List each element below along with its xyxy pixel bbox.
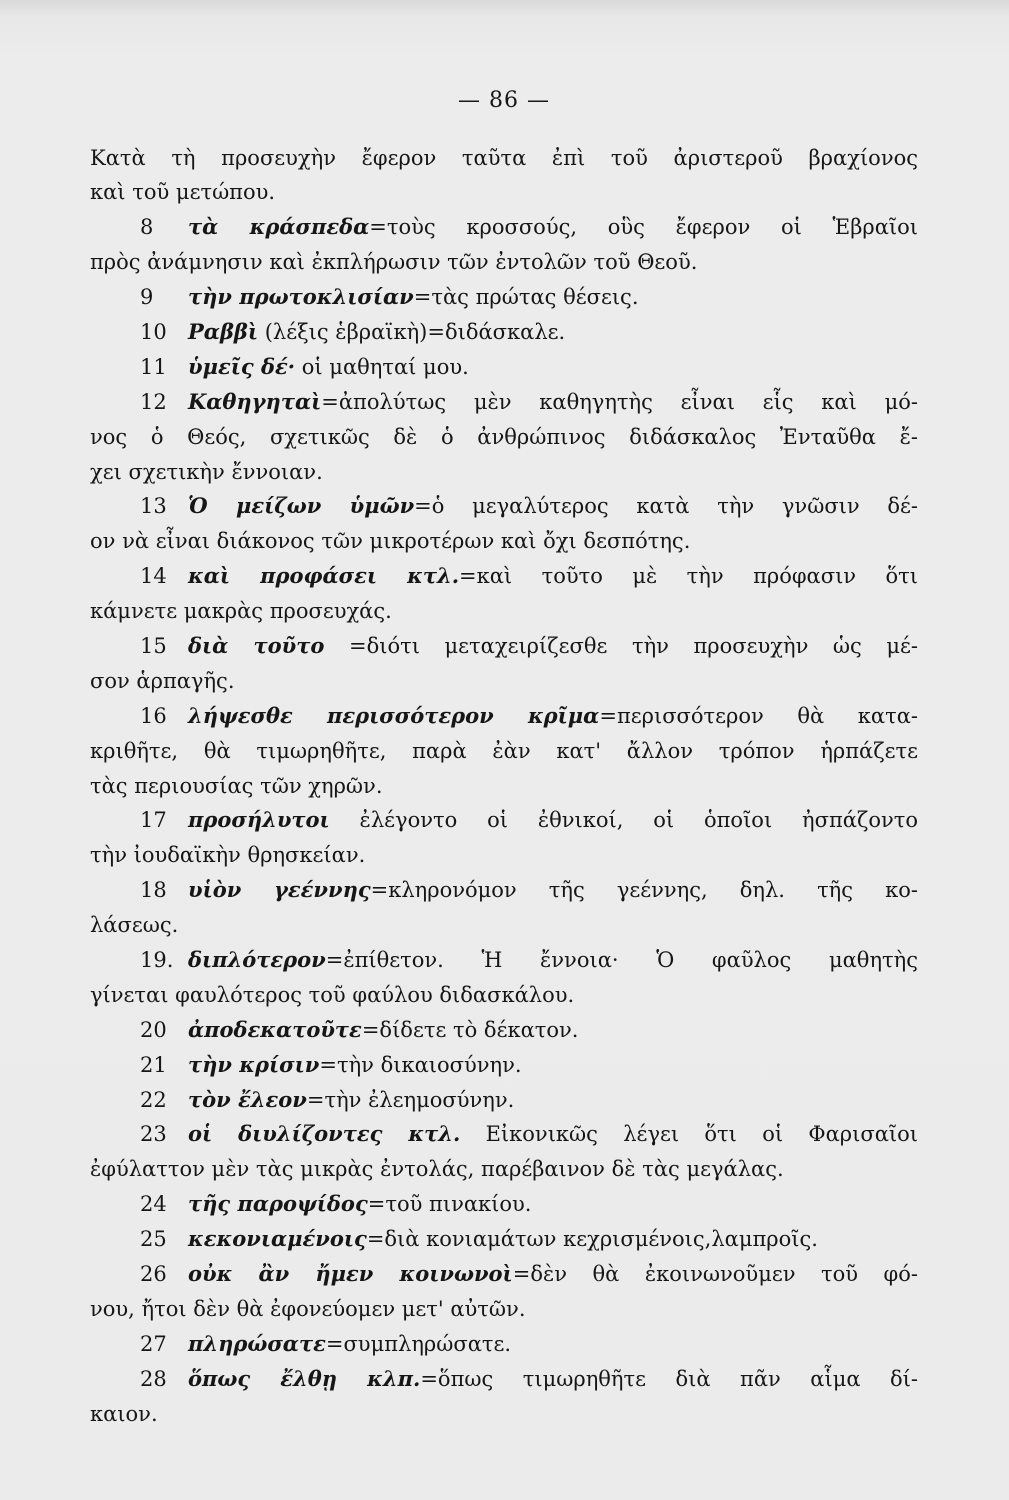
note-line: τὴν ἰουδαϊκὴν θρησκείαν. — [90, 843, 366, 868]
note-lemma: τὴν κρίσιν — [188, 1051, 320, 1077]
note-gloss: Εἰκονικῶς λέγει ὅτι οἱ Φαρισαῖοι — [460, 1122, 918, 1147]
note-number: 19. — [140, 947, 174, 972]
note-17 — [90, 803, 918, 873]
note-16 — [90, 699, 918, 804]
note-number: 22 — [140, 1087, 167, 1112]
note-line: τὰς περιουσίας τῶν χηρῶν. — [90, 773, 383, 798]
note-line — [90, 559, 918, 594]
note-line: λάσεως. — [90, 913, 179, 938]
note-line: κριθῆτε, θὰ τιμωρηθῆτε, παρὰ ἐὰν κατ' ἄλλον τρόπον ἡρπάζετε — [90, 738, 918, 763]
note-gloss: =τὰς πρώτας θέσεις. — [413, 285, 639, 310]
note-line — [90, 629, 918, 664]
note-line — [90, 1083, 918, 1118]
note-11 — [90, 350, 918, 385]
note-line — [90, 1327, 918, 1362]
note-24 — [90, 1187, 918, 1222]
note-line: καιον. — [90, 1401, 158, 1426]
note-number: 12 — [140, 389, 167, 414]
note-lemma: Καθηγηταὶ — [188, 388, 322, 414]
note-25 — [90, 1222, 918, 1257]
note-number: 15 — [140, 633, 167, 658]
note-number: 9 — [140, 285, 154, 310]
note-line — [90, 210, 918, 245]
note-12 — [90, 385, 918, 490]
note-gloss: =ὁ μεγαλύτερος κατὰ τὴν γνῶσιν δέ- — [414, 494, 918, 519]
note-lemma: προσήλυτοι — [188, 807, 330, 833]
note-10 — [90, 315, 918, 350]
note-lemma: οἱ διυλίζοντες κτλ. — [188, 1121, 461, 1147]
note-number: 16 — [140, 703, 167, 728]
note-lemma: Ραββὶ — [188, 318, 259, 344]
note-line: σον ἁρπαγῆς. — [90, 668, 235, 693]
note-gloss: =τὴν δικαιοσύνην. — [319, 1052, 522, 1077]
note-line — [90, 1048, 918, 1083]
note-line — [90, 385, 918, 420]
note-gloss: =διὰ κονιαμάτων κεχρισμένοις,λαμπροῖς. — [366, 1227, 818, 1252]
note-line: ον νὰ εἶναι διάκονος τῶν μικροτέρων καὶ ὄχι δεσπότης. — [90, 529, 691, 554]
note-lemma: πληρώσατε — [188, 1330, 326, 1356]
note-lemma: τῆς παροψίδος — [188, 1191, 368, 1217]
note-line — [90, 280, 918, 315]
note-22 — [90, 1083, 918, 1118]
note-lemma: ὑμεῖς δέ· — [188, 353, 296, 379]
note-line — [90, 1257, 918, 1292]
note-number: 24 — [140, 1192, 167, 1217]
note-lemma: καὶ προφάσει κτλ. — [188, 563, 460, 589]
note-number: 17 — [140, 808, 167, 833]
note-line — [90, 1222, 918, 1257]
note-line — [90, 350, 918, 385]
note-gloss: =συμπληρώσατε. — [325, 1331, 512, 1356]
note-20 — [90, 1013, 918, 1048]
note-number: 25 — [140, 1227, 167, 1252]
note-lemma: υἱὸν γεέννης — [188, 877, 371, 903]
page-number: — 86 — — [458, 88, 550, 113]
note-18 — [90, 873, 918, 943]
note-gloss: =ἐπίθετον. Ἡ ἔννοια· Ὁ φαῦλος μαθητὴς — [325, 947, 918, 972]
note-23 — [90, 1117, 918, 1187]
note-line: κάμνετε μακρὰς προσευχάς. — [90, 599, 392, 624]
note-gloss: =δίδετε τὸ δέκατον. — [361, 1017, 579, 1042]
note-line — [90, 699, 918, 734]
intro-line: καὶ τοῦ μετώπου. — [90, 180, 276, 205]
note-line — [90, 1187, 918, 1222]
note-number: 18 — [140, 878, 167, 903]
note-gloss: =ὅπως τιμωρηθῆτε διὰ πᾶν αἷμα δί- — [420, 1366, 918, 1391]
note-number: 11 — [140, 354, 167, 379]
note-line: ἐφύλαττον μὲν τὰς μικρὰς ἐντολάς, παρέβαινον δὲ τὰς μεγάλας. — [90, 1157, 784, 1182]
note-lemma: Ὁ μείζων ὑμῶν — [188, 493, 415, 519]
note-lemma: τὴν πρωτοκλισίαν — [188, 284, 414, 310]
note-number: 28 — [140, 1366, 167, 1391]
note-lemma: ὅπως ἔλθῃ κλπ. — [188, 1365, 421, 1391]
note-27 — [90, 1327, 918, 1362]
note-line: πρὸς ἀνάμνησιν καὶ ἐκπλήρωσιν τῶν ἐντολῶν τοῦ Θεοῦ. — [90, 250, 698, 275]
note-gloss: =κληρονόμον τῆς γεέννης, δηλ. τῆς κο- — [370, 878, 918, 903]
note-21 — [90, 1048, 918, 1083]
note-number: 26 — [140, 1262, 167, 1286]
note-14 — [90, 559, 918, 629]
note-number: 21 — [140, 1052, 167, 1077]
note-line: χει σχετικὴν ἔννοιαν. — [90, 459, 323, 484]
note-line — [90, 873, 918, 908]
note-number: 10 — [140, 319, 167, 344]
note-lemma: διὰ τοῦτο — [188, 632, 325, 658]
note-gloss: =τοὺς κροσσούς, οὓς ἔφερον οἱ Ἑβραῖοι — [369, 215, 918, 240]
note-gloss: (λέξις ἑβραϊκὴ)=διδάσκαλε. — [258, 319, 566, 344]
note-line — [90, 489, 918, 524]
note-lemma: τὰ κράσπεδα — [188, 214, 370, 240]
note-gloss: =περισσότερον θὰ κατα- — [599, 703, 918, 728]
note-number: 27 — [140, 1331, 167, 1356]
note-number: 8 — [140, 215, 154, 240]
note-number: 14 — [140, 564, 167, 589]
note-line — [90, 1362, 918, 1397]
note-26 — [90, 1257, 918, 1327]
note-gloss: =τοῦ πινακίου. — [367, 1192, 532, 1217]
note-line: νου, ἤτοι δὲν θὰ ἐφονεύομεν μετ' αὐτῶν. — [90, 1296, 526, 1321]
note-15 — [90, 629, 918, 699]
note-line — [90, 803, 918, 838]
note-line — [90, 1117, 918, 1152]
note-gloss: =τὴν ἐλεημοσύνην. — [306, 1087, 515, 1112]
note-lemma: διπλότερον — [188, 946, 326, 972]
note-gloss: =διότι μεταχειρίζεσθε τὴν προσευχὴν ὡς μέ- — [324, 633, 918, 658]
note-line — [90, 1013, 918, 1048]
note-number: 20 — [140, 1017, 167, 1042]
note-lemma: κεκονιαμένοις — [188, 1226, 367, 1252]
note-line — [90, 943, 918, 978]
note-lemma: ἀποδεκατοῦτε — [188, 1016, 362, 1042]
note-9 — [90, 280, 918, 315]
note-28 — [90, 1362, 918, 1432]
note-line — [90, 315, 918, 350]
note-8 — [90, 210, 918, 280]
note-gloss: ἐλέγοντο οἱ ἐθνικοί, οἱ ὁποῖοι ἠσπάζοντο — [329, 808, 918, 833]
note-lemma: λήψεσθε περισσότερον κρῖμα — [188, 702, 600, 728]
page-text — [90, 141, 918, 1432]
note-gloss: =δὲν θὰ ἐκοινωνοῦμεν τοῦ φό- — [512, 1262, 918, 1286]
intro-line: Κατὰ τὴ προσευχὴν ἔφερον ταῦτα ἐπὶ τοῦ ἀριστεροῦ βραχίονος — [90, 145, 918, 170]
note-13 — [90, 489, 918, 559]
note-gloss: οἱ μαθηταί μου. — [295, 354, 469, 379]
note-line: γίνεται φαυλότερος τοῦ φαύλου διδασκάλου. — [90, 982, 575, 1007]
note-line: νος ὁ Θεός, σχετικῶς δὲ ὁ ἀνθρώπινος διδάσκαλος Ἐνταῦθα ἔ- — [90, 424, 918, 449]
note-number: 23 — [140, 1122, 167, 1147]
note-lemma: τὸν ἔλεον — [188, 1086, 307, 1112]
note-gloss: =ἀπολύτως μὲν καθηγητὴς εἶναι εἷς καὶ μό- — [321, 389, 918, 414]
note-19 — [90, 943, 918, 1013]
note-lemma: οὐκ ἂν ἤμεν κοινωνοὶ — [188, 1261, 513, 1286]
note-number: 13 — [140, 494, 167, 519]
note-gloss: =καὶ τοῦτο μὲ τὴν πρόφασιν ὅτι — [459, 564, 918, 589]
